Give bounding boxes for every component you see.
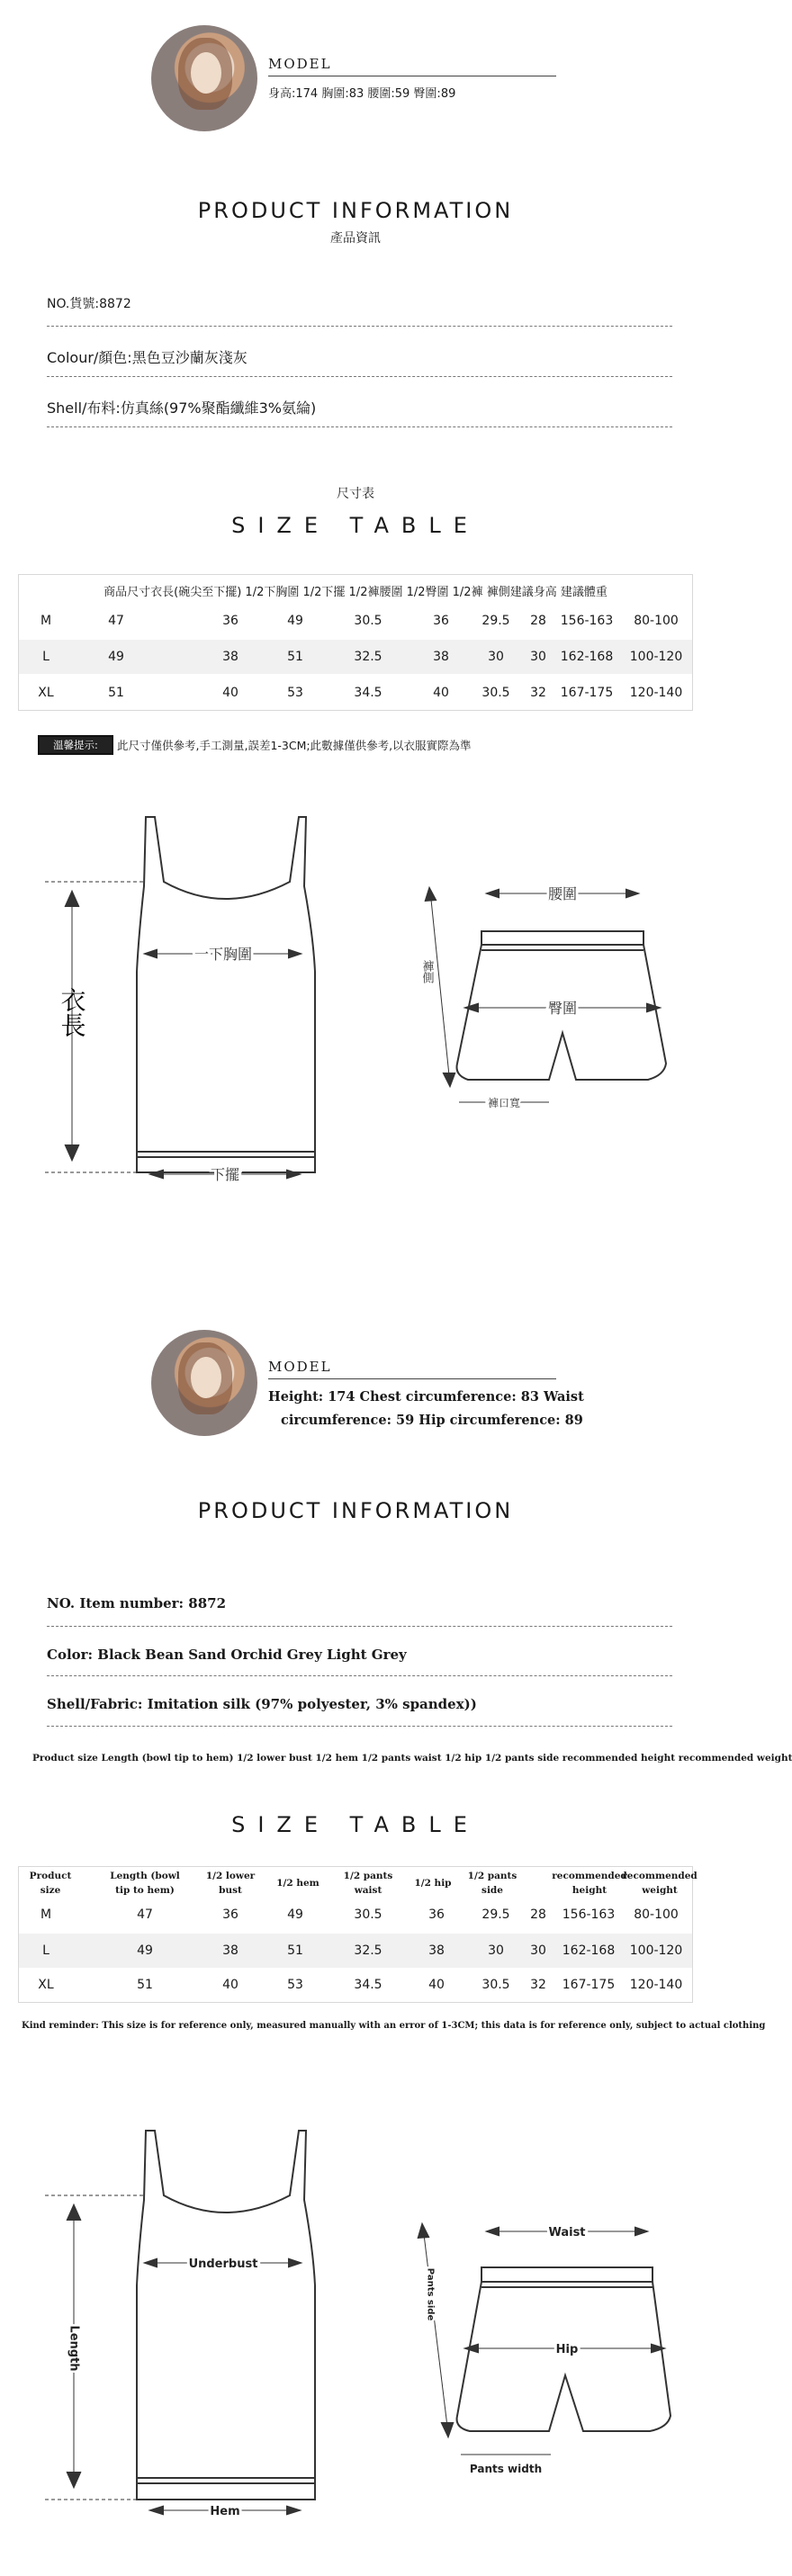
- cell-waist: 32.5: [354, 650, 382, 664]
- table-row: [19, 604, 692, 638]
- cell-underbust: 36: [222, 1907, 238, 1922]
- size-table-title: SIZE TABLE: [231, 1812, 480, 1837]
- product-info-title: PRODUCT INFORMATION: [197, 1498, 514, 1523]
- cell-hem: 49: [287, 614, 303, 628]
- cell-height: 167-175: [560, 686, 614, 700]
- cell-hem: 49: [287, 1907, 303, 1922]
- cell-length: 49: [137, 1943, 153, 1958]
- model-avatar: [151, 1330, 257, 1436]
- hip-label: 臀圍: [547, 1000, 578, 1017]
- divider: [47, 1626, 672, 1627]
- cell-length: 51: [137, 1978, 153, 1992]
- cell-height: 162-168: [562, 1943, 616, 1958]
- model-avatar: [151, 25, 257, 131]
- cell-height: 167-175: [562, 1978, 616, 1992]
- cell-length: 47: [137, 1907, 153, 1922]
- cell-pants: 30: [488, 650, 504, 664]
- cell-pants: 29.5: [482, 1907, 510, 1922]
- colour-row: Color: Black Bean Sand Orchid Grey Light Grey: [47, 1647, 407, 1663]
- cell-underbust: 38: [222, 1943, 238, 1958]
- cell-hip: 40: [433, 686, 449, 700]
- divider: [47, 326, 672, 327]
- header-hip: 1/2 hip: [414, 1878, 452, 1889]
- cell-underbust: 40: [222, 1978, 238, 1992]
- size-table-title: SIZE TABLE: [231, 513, 480, 538]
- cell-size: L: [42, 1943, 50, 1958]
- cell-hip: 38: [433, 650, 449, 664]
- model-stats: 身高:174 胸圍:83 腰圍:59 臀圍:89: [268, 87, 456, 101]
- waist-label: 腰圍: [547, 885, 578, 902]
- pants-width-label: Pants width: [469, 2463, 543, 2475]
- reminder-text: 此尺寸僅供參考,手工測量,誤差1-3CM;此數據僅供參考,以衣服實際為準: [117, 739, 472, 752]
- cell-length: 47: [108, 614, 124, 628]
- header-pants-side: 1/2 pants side: [467, 1871, 518, 1896]
- cell-pants-side: 30: [530, 1943, 546, 1958]
- waist-label: Waist: [548, 2226, 586, 2239]
- divider: [47, 376, 672, 377]
- cell-weight: 100-120: [629, 650, 683, 664]
- garment-diagram-cn: [0, 792, 711, 1188]
- shell-row: Shell/Fabric: Imitation silk (97% polyester, 3% spandex)): [47, 1696, 477, 1712]
- cell-hem: 51: [287, 1943, 303, 1958]
- model-label: MODEL: [268, 56, 332, 72]
- cell-pants-side: 32: [530, 686, 546, 700]
- cell-pants-side: 28: [530, 1907, 546, 1922]
- cell-size: XL: [38, 686, 54, 700]
- cell-pants: 30.5: [482, 1978, 510, 1992]
- cell-hem: 53: [287, 686, 303, 700]
- cell-weight: 120-140: [629, 1978, 683, 1992]
- header-underbust: 1/2 lower bust: [205, 1871, 256, 1896]
- cell-hip: 36: [433, 614, 449, 628]
- hip-label: Hip: [555, 2343, 579, 2356]
- size-table-cn: [18, 574, 693, 711]
- cell-length: 49: [108, 650, 124, 664]
- length-label: Length: [67, 2325, 81, 2372]
- pants-side-label: Pants side: [425, 2267, 436, 2321]
- cell-waist: 34.5: [354, 686, 382, 700]
- cell-height: 162-168: [560, 650, 614, 664]
- header-height: recommended height: [552, 1871, 627, 1896]
- cell-waist: 30.5: [354, 1907, 382, 1922]
- item-number: NO.貨號:8872: [47, 297, 131, 311]
- cell-size: XL: [38, 1978, 54, 1992]
- cell-height: 156-163: [560, 614, 614, 628]
- cell-weight: 80-100: [634, 614, 679, 628]
- divider: [47, 426, 672, 427]
- cell-size: M: [40, 1907, 52, 1922]
- cell-pants-side: 32: [530, 1978, 546, 1992]
- reminder-badge: [38, 735, 113, 755]
- pants-width-label: 褲口寬: [487, 1097, 521, 1109]
- cell-hem: 51: [287, 650, 303, 664]
- header-hem: 1/2 hem: [276, 1878, 320, 1889]
- cell-pants-side: 28: [530, 614, 546, 628]
- model-label: MODEL: [268, 1359, 332, 1375]
- header-weight: recommended weight: [622, 1871, 698, 1896]
- hem-label: 下擺: [210, 1166, 240, 1183]
- cell-waist: 34.5: [354, 1978, 382, 1992]
- header-size: Product size: [29, 1871, 72, 1896]
- divider: [47, 1675, 672, 1676]
- cell-weight: 120-140: [629, 686, 683, 700]
- product-info-subtitle: 產品資訊: [330, 231, 381, 246]
- cell-size: L: [42, 650, 50, 664]
- colour-row: Colour/顏色:黑色豆沙蘭灰淺灰: [47, 349, 248, 366]
- model-stats-line1: Height: 174 Chest circumference: 83 Waist: [268, 1389, 584, 1405]
- cell-size: M: [40, 614, 52, 628]
- cell-length: 51: [108, 686, 124, 700]
- cell-waist: 30.5: [354, 614, 382, 628]
- size-table-note: Product size Length (bowl tip to hem) 1/2 lower bust 1/2 hem 1/2 pants waist 1/2 hip 1/2 pants side recommended height recommended weight: [32, 1753, 792, 1764]
- length-label: 衣長: [57, 987, 87, 1037]
- reminder-label: 溫馨提示:: [53, 739, 98, 751]
- cell-underbust: 38: [222, 650, 238, 664]
- reminder-text: Kind reminder: This size is for reference only, measured manually with an error of 1-3CM; this data is for reference only, subject to actual clothing: [22, 2021, 766, 2031]
- table-row: [19, 640, 692, 674]
- header-pants-waist: 1/2 pants waist: [343, 1871, 393, 1896]
- model-divider: [268, 1378, 556, 1379]
- cell-pants: 29.5: [482, 614, 510, 628]
- garment-diagram-en: [0, 2105, 711, 2537]
- cell-hip: 36: [428, 1907, 445, 1922]
- size-table-header: 商品尺寸衣長(碗尖至下擺) 1/2下胸圍 1/2下擺 1/2褲腰圍 1/2臀圍 1/2褲 褲側建議身高 建議體重: [104, 586, 608, 599]
- divider: [47, 1726, 672, 1727]
- cell-waist: 32.5: [354, 1943, 382, 1958]
- cell-hip: 40: [428, 1978, 445, 1992]
- table-row: [19, 1968, 692, 2002]
- underbust-label: Underbust: [188, 2257, 258, 2271]
- size-table-subtitle: 尺寸表: [337, 487, 374, 501]
- pants-side-label: 褲側: [419, 960, 434, 983]
- cell-pants: 30.5: [482, 686, 510, 700]
- header-length: Length (bowl tip to hem): [110, 1871, 180, 1896]
- cell-hem: 53: [287, 1978, 303, 1992]
- item-number: NO. Item number: 8872: [47, 1595, 227, 1611]
- table-row: [19, 676, 692, 710]
- model-stats-line2: circumference: 59 Hip circumference: 89: [281, 1413, 583, 1428]
- cell-underbust: 40: [222, 686, 238, 700]
- size-table-en: [18, 1866, 698, 2003]
- cell-height: 156-163: [562, 1907, 616, 1922]
- cell-weight: 100-120: [629, 1943, 683, 1958]
- underbust-label: 一下胸圍: [194, 946, 253, 963]
- table-row: [19, 1934, 692, 1968]
- cell-underbust: 36: [222, 614, 238, 628]
- hem-label: Hem: [210, 2505, 240, 2518]
- cell-pants-side: 30: [530, 650, 546, 664]
- cell-weight: 80-100: [634, 1907, 679, 1922]
- table-row: [19, 1898, 692, 1932]
- cell-pants: 30: [488, 1943, 504, 1958]
- shell-row: Shell/布料:仿真絲(97%聚酯纖維3%氨綸): [47, 399, 317, 417]
- cell-hip: 38: [428, 1943, 445, 1958]
- product-info-title: PRODUCT INFORMATION: [197, 198, 514, 223]
